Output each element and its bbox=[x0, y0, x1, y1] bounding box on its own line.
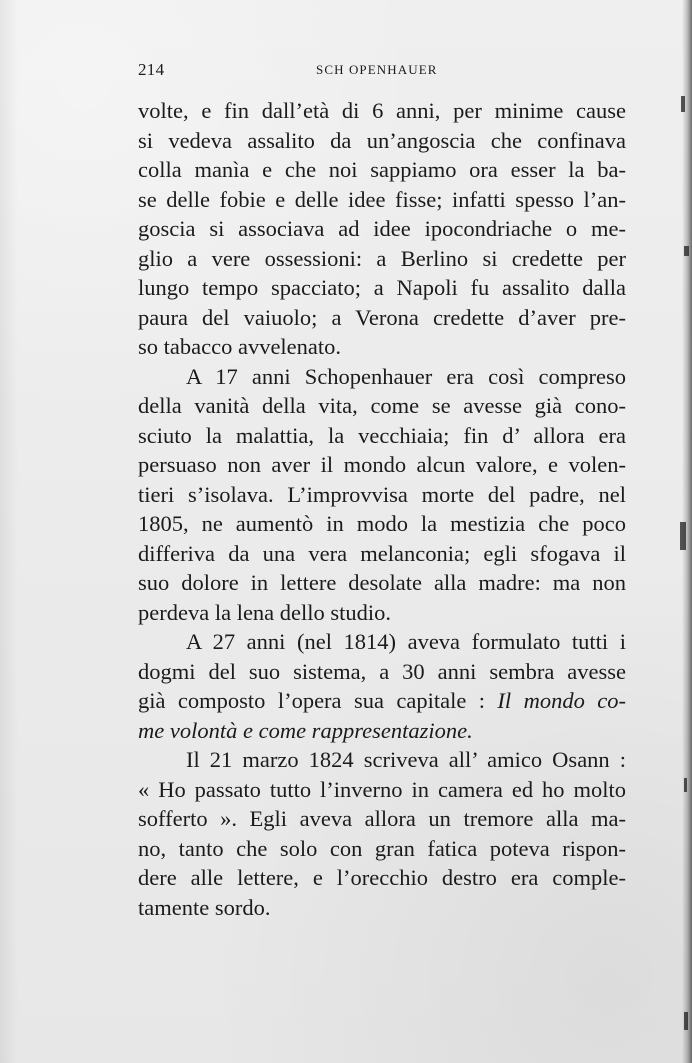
page-left-shadow bbox=[0, 0, 18, 1063]
paragraph-1 bbox=[138, 96, 626, 362]
text-segment: già composto l’opera sua capitale : bbox=[138, 688, 498, 713]
text-line: se delle fobie e delle idee fisse; infatti spesso l’an- bbox=[138, 186, 626, 212]
text-line: perdeva la lena dello studio. bbox=[138, 599, 392, 625]
text-line: tieri s’isolava. L’improvvisa morte del padre, nel bbox=[138, 481, 626, 507]
text-line: dere alle lettere, e l’orecchio destro era comple- bbox=[138, 865, 626, 890]
book-title: me volontà e come rappresentazione. bbox=[138, 717, 473, 743]
running-head: SCH OPENHAUER bbox=[316, 62, 438, 77]
scan-mark bbox=[681, 96, 685, 112]
text-line: sofferto ». Egli aveva allora un tremore alla ma- bbox=[138, 806, 626, 831]
text-line: differiva da una vera melanconia; egli sfogava il bbox=[138, 540, 626, 566]
text-line bbox=[138, 686, 626, 716]
page-header bbox=[138, 60, 658, 84]
page-number: 214 bbox=[138, 60, 165, 79]
book-title: Il mondo co- bbox=[497, 688, 626, 713]
text-line: si vedeva assalito da un’angoscia che confinava bbox=[138, 127, 626, 153]
text-line: 1805, ne aumentò in modo la mestizia che poco bbox=[138, 511, 626, 536]
text-line: glio a vere ossessioni: a Berlino si credette per bbox=[138, 245, 626, 271]
paragraph-2 bbox=[138, 362, 626, 628]
scan-mark bbox=[684, 778, 687, 792]
text-line: « Ho passato tutto l’inverno in camera ed ho molto bbox=[138, 776, 626, 802]
text-line: suo dolore in lettere desolate alla madre: ma non bbox=[138, 570, 626, 595]
text-line: Il 21 marzo 1824 scriveva all’ amico Osann : bbox=[186, 747, 626, 772]
text-line: A 27 anni (nel 1814) aveva formulato tutti i bbox=[186, 629, 626, 654]
text-line: volte, e fin dall’età di 6 anni, per minime cause bbox=[138, 98, 626, 123]
text-line: so tabacco avvelenato. bbox=[138, 334, 342, 359]
text-line: goscia si associava ad idee ipocondriache o me- bbox=[138, 216, 626, 241]
scan-mark bbox=[684, 1012, 688, 1030]
text-line: persuaso non aver il mondo alcun valore, e volen- bbox=[138, 452, 626, 477]
text-line: tamente sordo. bbox=[138, 894, 271, 920]
text-line: lungo tempo spacciato; a Napoli fu assalito dalla bbox=[138, 275, 626, 300]
page-body bbox=[138, 96, 626, 922]
paragraph-4 bbox=[138, 745, 626, 922]
text-line: dogmi del suo sistema, a 30 anni sembra avesse bbox=[138, 658, 626, 684]
text-line: paura del vaiuolo; a Verona credette d’aver pre- bbox=[138, 304, 626, 330]
text-line bbox=[138, 716, 626, 746]
scan-mark bbox=[680, 522, 686, 550]
text-line: no, tanto che solo con gran fatica poteva rispon- bbox=[138, 835, 626, 861]
text-line: colla manìa e che noi sappiamo ora esser la ba- bbox=[138, 157, 626, 182]
text-line: A 17 anni Schopenhauer era così compreso bbox=[186, 363, 626, 389]
paragraph-3 bbox=[138, 627, 626, 745]
text-line: della vanità della vita, come se avesse già cono- bbox=[138, 393, 626, 418]
text-line: sciuto la malattia, la vecchiaia; fin d’ allora era bbox=[138, 422, 626, 448]
scan-mark bbox=[684, 246, 689, 256]
